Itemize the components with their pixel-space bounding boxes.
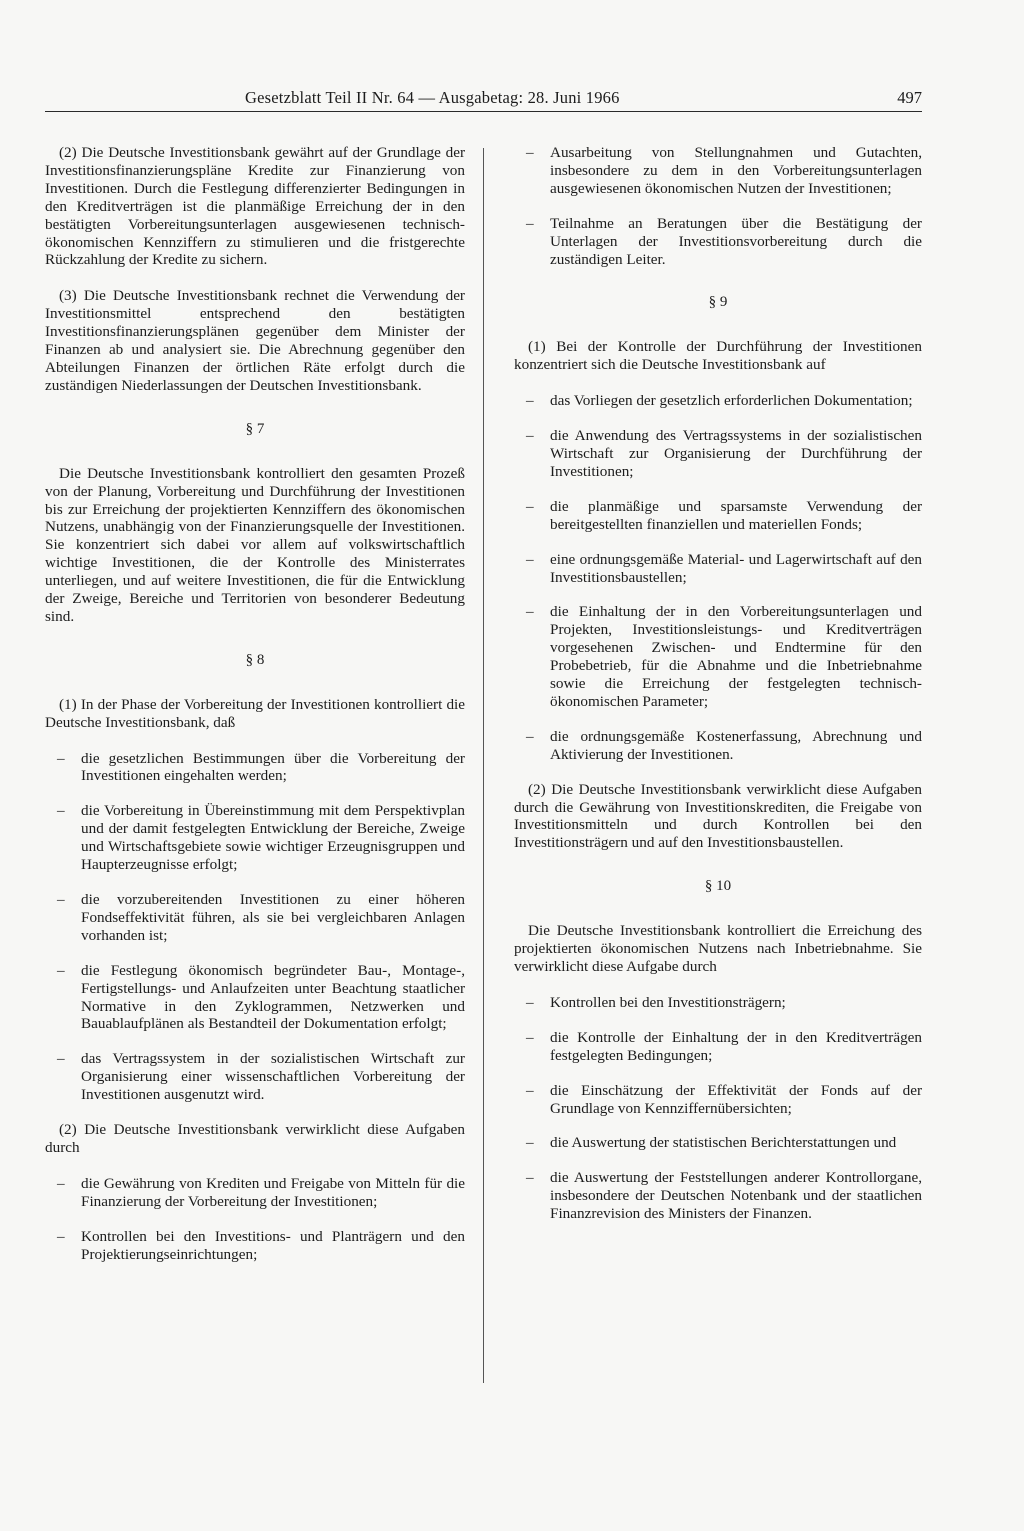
list-item: – die Gewährung von Krediten und Freigabe von Mitteln für die Finanzierung der Vorbereitung der Investitionen;: [57, 1174, 465, 1210]
page-number: 497: [897, 88, 922, 107]
dash-bullet: –: [57, 1174, 65, 1192]
list-item: – die vorzubereitenden Investitionen zu einer höheren Fondseffektivität führen, als sie bei vergleichbaren Anlagen vorhanden ist;: [57, 891, 465, 944]
header-title: Gesetzblatt Teil II Nr. 64 — Ausgabetag: 28. Juni 1966: [245, 88, 620, 107]
list-item: – das Vertragssystem in der sozialistischen Wirtschaft zur Organisierung einer wissenschaftlichen Vorbereitung der Investitionen ausgenutzt wird.: [57, 1050, 465, 1104]
list-item: – die Kontrolle der Einhaltung der in den Kreditverträgen festgelegten Bedingungen;: [526, 1028, 922, 1064]
dash-bullet: –: [526, 392, 534, 410]
list-item: – Kontrollen bei den Investitionsträgern;: [526, 993, 786, 1011]
dash-bullet: –: [526, 993, 534, 1011]
paragraph-6-2: (2) Die Deutsche Investitionsbank gewährt auf der Grundlage der Investitionsfinanzierungspläne Kredite zur Finanzierung von Investitionen. Durch die Festlegung differenzierter Bedingungen in den Kreditverträgen ist die planmäßige Erreichung der in den bestätigten Vorbereitungsunterlagen ausgewiesenen technisch-ökonomischen Kennziffern zu stimulieren und die fristgerechte Rückzahlung der Kredite zu sichern.: [45, 144, 465, 269]
list-item: – die Einhaltung der in den Vorbereitungsunterlagen und Projekten, Investitionsleistungs- und Kreditverträgen vorgesehenen Zwischen- und Endtermine für den Probebetrieb, für die Abnahme und die Inbetriebnahme sowie die Erreichung der festgelegten technisch-ökonomischen Parameter;: [526, 603, 922, 710]
section-8-2-list-continued: [514, 144, 922, 268]
list-item: – die Anwendung des Vertragssystems in der sozialistischen Wirtschaft zur Organisierung der Durchführung der Investitionen;: [526, 427, 922, 480]
section-9-2-text: (2) Die Deutsche Investitionsbank verwirklicht diese Aufgaben durch die Gewährung von Investitionskrediten, die Freigabe von Investitionsmitteln und durch Kontrollen bei den Investitionsträgern und auf den Investitionsbaustellen.: [514, 780, 922, 852]
left-column: [45, 144, 465, 1281]
section-10-heading: § 10: [704, 878, 732, 895]
dash-bullet: –: [526, 603, 534, 621]
section-8-2-list: [45, 1175, 465, 1264]
dash-bullet: –: [57, 1227, 65, 1245]
dash-bullet: –: [57, 961, 65, 979]
section-8-1-list: [45, 750, 465, 1105]
section-8-1-intro: (1) In der Phase der Vorbereitung der Investitionen kontrolliert die Deutsche Investitionsbank, daß: [45, 695, 465, 731]
list-item: – die Auswertung der statistischen Berichterstattungen und: [526, 1134, 897, 1152]
section-10-list: [514, 994, 922, 1223]
list-item: – das Vorliegen der gesetzlich erforderlichen Dokumentation;: [526, 392, 913, 410]
dash-bullet: –: [526, 1169, 534, 1187]
dash-bullet: –: [526, 427, 534, 445]
section-7-heading: § 7: [245, 420, 265, 437]
dash-bullet: –: [526, 1028, 534, 1046]
section-7-text: Die Deutsche Investitionsbank kontrolliert den gesamten Prozeß von der Planung, Vorbereitung und Durchführung der Investitionen bis zur Erreichung der projektierten Kennziffern des ökonomischen Nutzens, unabhängig von der Finanzierungsquelle der Investitionen. Sie konzentriert sich dabei vor allem auf volkswirtschaftlich wichtige Investitionen, die der Kontrolle des Ministerrates unterliegen, und auf weitere Investitionen, die für die Entwicklung der Zweige, Bereiche und Territorien von besonderer Bedeutung sind.: [45, 464, 465, 625]
dash-bullet: –: [57, 1050, 65, 1068]
section-8-2-intro: (2) Die Deutsche Investitionsbank verwirklicht diese Aufgaben durch: [45, 1121, 465, 1156]
dash-bullet: –: [526, 1081, 534, 1099]
list-item: – die Vorbereitung in Übereinstimmung mit dem Perspektivplan und der damit festgelegten Entwicklung der Bereiche, Zweige und Wirtschaftsgebiete sowie wichtiger Erzeugnisgruppen und Haupterzeugnisse erfolgt;: [57, 802, 465, 874]
right-column: [514, 144, 922, 1240]
list-item: – Ausarbeitung von Stellungnahmen und Gutachten, insbesondere zu dem in den Vorbereitungsunterlagen ausgewiesenen ökonomischen Nutzen der Investitionen;: [526, 144, 922, 197]
dash-bullet: –: [526, 144, 534, 161]
section-9-1-intro: (1) Bei der Kontrolle der Durchführung der Investitionen konzentriert sich die Deutsche Investitionsbank auf: [514, 338, 922, 374]
section-9-heading: § 9: [708, 294, 728, 311]
list-item: – Kontrollen bei den Investitions- und Planträgern und den Projektierungseinrichtungen;: [57, 1227, 465, 1263]
list-item: – die Festlegung ökonomisch begründeter Bau-, Montage-, Fertigstellungs- und Anlaufzeiten unter Beachtung staatlicher Normative in den Zyklogrammen, Netzwerken und Bauablaufplänen als Bestandteil der Dokumentation erfolgt;: [57, 961, 465, 1033]
page-header: [45, 84, 922, 112]
section-10-intro: Die Deutsche Investitionsbank kontrolliert die Erreichung des projektierten ökonomischen Nutzens nach Inbetriebnahme. Sie verwirklicht diese Aufgabe durch: [514, 922, 922, 975]
dash-bullet: –: [57, 749, 65, 767]
list-item: – die Einschätzung der Effektivität der Fonds auf der Grundlage von Kennziffernübersichten;: [526, 1081, 922, 1117]
dash-bullet: –: [526, 214, 534, 232]
header-rule: [45, 111, 922, 112]
dash-bullet: –: [526, 550, 534, 568]
paragraph-6-3: (3) Die Deutsche Investitionsbank rechnet die Verwendung der Investitionsmittel entsprechend den bestätigten Investitionsfinanzierungsplänen gegenüber dem Minister der Finanzen ab und analysiert sie. Die Abrechnung gegenüber den Abteilungen Finanzen der örtlichen Räte erfolgt durch die zuständigen Niederlassungen der Deutschen Investitionsbank.: [45, 287, 465, 394]
dash-bullet: –: [57, 891, 65, 908]
list-item: – die Auswertung der Feststellungen anderer Kontrollorgane, insbesondere der Deutschen Notenbank und der staatlichen Finanzrevision des Ministers der Finanzen.: [526, 1169, 922, 1223]
list-item: – die planmäßige und sparsamste Verwendung der bereitgestellten finanziellen und materiellen Fonds;: [526, 497, 922, 533]
list-item: – die ordnungsgemäße Kostenerfassung, Abrechnung und Aktivierung der Investitionen.: [526, 727, 922, 763]
list-item: – die gesetzlichen Bestimmungen über die Vorbereitung der Investitionen eingehalten werden;: [57, 749, 465, 785]
dash-bullet: –: [57, 802, 65, 820]
list-item: – Teilnahme an Beratungen über die Bestätigung der Unterlagen der Investitionsvorbereitung durch die zuständigen Leiter.: [526, 214, 922, 268]
column-divider: [483, 148, 484, 1383]
dash-bullet: –: [526, 497, 534, 515]
section-9-1-list: [514, 392, 922, 764]
list-item: – eine ordnungsgemäße Material- und Lagerwirtschaft auf den Investitionsbaustellen;: [526, 550, 922, 586]
dash-bullet: –: [526, 727, 534, 745]
section-8-heading: § 8: [245, 651, 265, 668]
dash-bullet: –: [526, 1134, 534, 1152]
